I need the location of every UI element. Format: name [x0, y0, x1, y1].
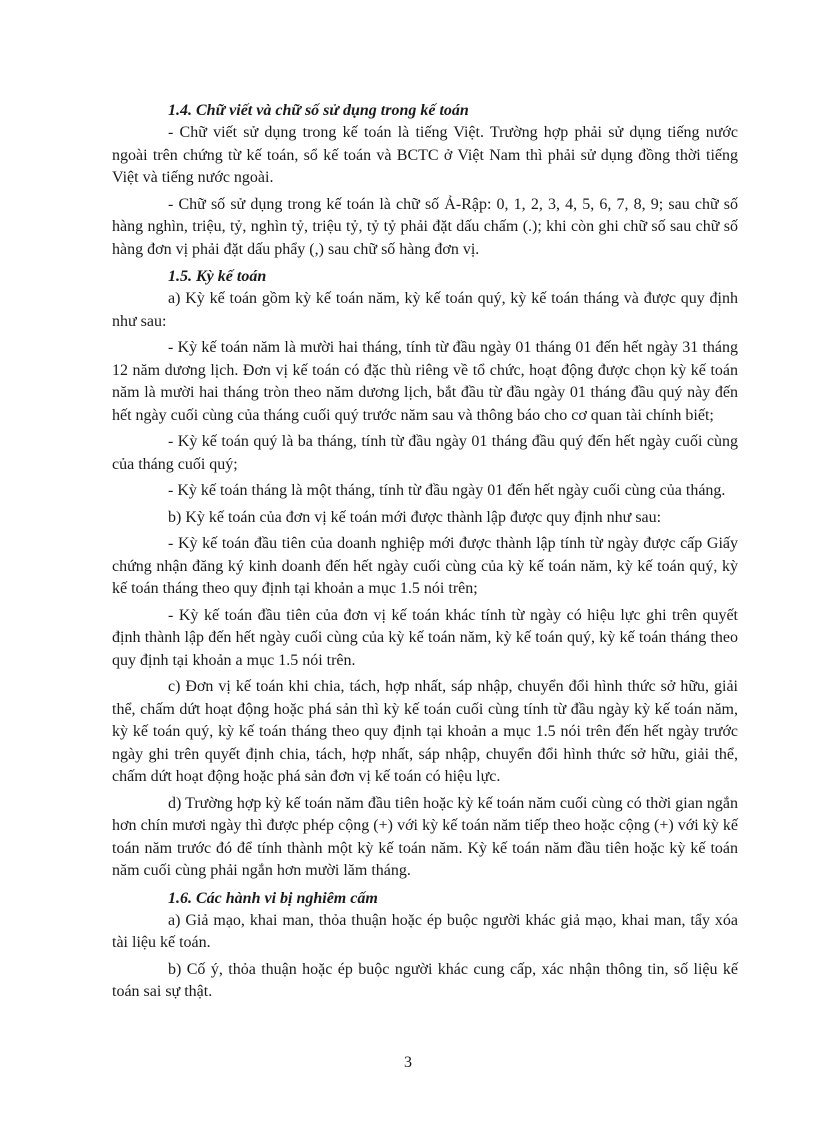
paragraph: - Chữ số sử dụng trong kế toán là chữ số Ả-Rập: 0, 1, 2, 3, 4, 5, 6, 7, 8, 9; sau chữ số hàng nghìn, triệu, tỷ, nghìn tỷ, triệu tỷ, tỷ tỷ phải đặt dấu chấm (.); khi còn ghi chữ số sau chữ số hàng đơn vị phải đặt dấu phẩy (,) sau chữ số hàng đơn vị. — [112, 195, 738, 258]
paragraph: - Kỳ kế toán đầu tiên của doanh nghiệp mới được thành lập tính từ ngày được cấp Giấy chứng nhận đăng ký kinh doanh đến hết ngày cuối cùng của kỳ kế toán năm, kỳ kế toán quý, kỳ kế toán tháng theo quy định tại khoản a mục 1.5 nói trên; — [112, 535, 738, 597]
page-number: 3 — [404, 1054, 412, 1071]
section-1-5 — [112, 265, 738, 883]
section-heading: 1.4. Chữ viết và chữ số sử dụng trong kế toán — [168, 102, 469, 119]
section-1-4 — [112, 99, 738, 261]
paragraph: b) Cố ý, thỏa thuận hoặc ép buộc người khác cung cấp, xác nhận thông tin, số liệu kế toán sai sự thật. — [112, 960, 738, 1000]
section-heading: 1.6. Các hành vi bị nghiêm cấm — [168, 889, 378, 907]
section-1-6 — [112, 887, 738, 1004]
paragraph: a) Kỳ kế toán gồm kỳ kế toán năm, kỳ kế toán quý, kỳ kế toán tháng và được quy định như sau: — [112, 290, 738, 330]
paragraph: - Chữ viết sử dụng trong kế toán là tiếng Việt. Trường hợp phải sử dụng tiếng nước ngoài trên chứng từ kế toán, sổ kế toán và BCTC ở Việt Nam thì phải sử dụng đồng thời tiếng Việt và tiếng nước ngoài. — [112, 124, 738, 186]
paragraph: b) Kỳ kế toán của đơn vị kế toán mới được thành lập được quy định như sau: — [168, 508, 662, 526]
paragraph: d) Trường hợp kỳ kế toán năm đầu tiên hoặc kỳ kế toán năm cuối cùng có thời gian ngắn hơn chín mươi ngày thì được phép cộng (+) với kỳ kế toán năm tiếp theo hoặc cộng (+) với kỳ kế toán năm trước đó để tính thành một kỳ kế toán năm. Kỳ kế toán năm đầu tiên hoặc kỳ kế toán năm cuối cùng phải ngắn hơn mười lăm tháng. — [112, 794, 738, 879]
document-body — [112, 99, 738, 1008]
section-heading: 1.5. Kỳ kế toán — [168, 268, 267, 285]
paragraph: - Kỳ kế toán quý là ba tháng, tính từ đầu ngày 01 tháng đầu quý đến hết ngày cuối cùng của tháng cuối quý; — [112, 433, 738, 473]
paragraph: - Kỳ kế toán năm là mười hai tháng, tính từ đầu ngày 01 tháng 01 đến hết ngày 31 tháng 12 năm dương lịch. Đơn vị kế toán có đặc thù riêng về tổ chức, hoạt động được chọn kỳ kế toán năm là mười hai tháng tròn theo năm dương lịch, bắt đầu từ đầu ngày 01 tháng đầu quý này đến hết ngày cuối cùng của tháng cuối quý trước năm sau và thông báo cho cơ quan tài chính biết; — [112, 339, 738, 424]
paragraph: - Kỳ kế toán đầu tiên của đơn vị kế toán khác tính từ ngày có hiệu lực ghi trên quyết định thành lập đến hết ngày cuối cùng của kỳ kế toán năm, kỳ kế toán quý, kỳ kế toán tháng theo quy định tại khoản a mục 1.5 nói trên. — [112, 606, 738, 669]
paragraph: a) Giả mạo, khai man, thỏa thuận hoặc ép buộc người khác giả mạo, khai man, tẩy xóa tài liệu kế toán. — [112, 911, 738, 951]
paragraph: c) Đơn vị kế toán khi chia, tách, hợp nhất, sáp nhập, chuyển đổi hình thức sở hữu, giải thể, chấm dứt hoạt động hoặc phá sản thì kỳ kế toán cuối cùng tính từ đầu ngày kỳ kế toán năm, kỳ kế toán quý, kỳ kế toán tháng theo quy định tại khoản a mục 1.5 nói trên đến hết ngày trước ngày ghi trên quyết định chia, tách, hợp nhất, sáp nhập, chuyển đổi hình thức sở hữu, giải thể, chấm dứt hoạt động hoặc phá sản đơn vị kế toán có hiệu lực. — [112, 678, 738, 785]
paragraph: - Kỳ kế toán tháng là một tháng, tính từ đầu ngày 01 đến hết ngày cuối cùng của tháng. — [168, 482, 726, 499]
